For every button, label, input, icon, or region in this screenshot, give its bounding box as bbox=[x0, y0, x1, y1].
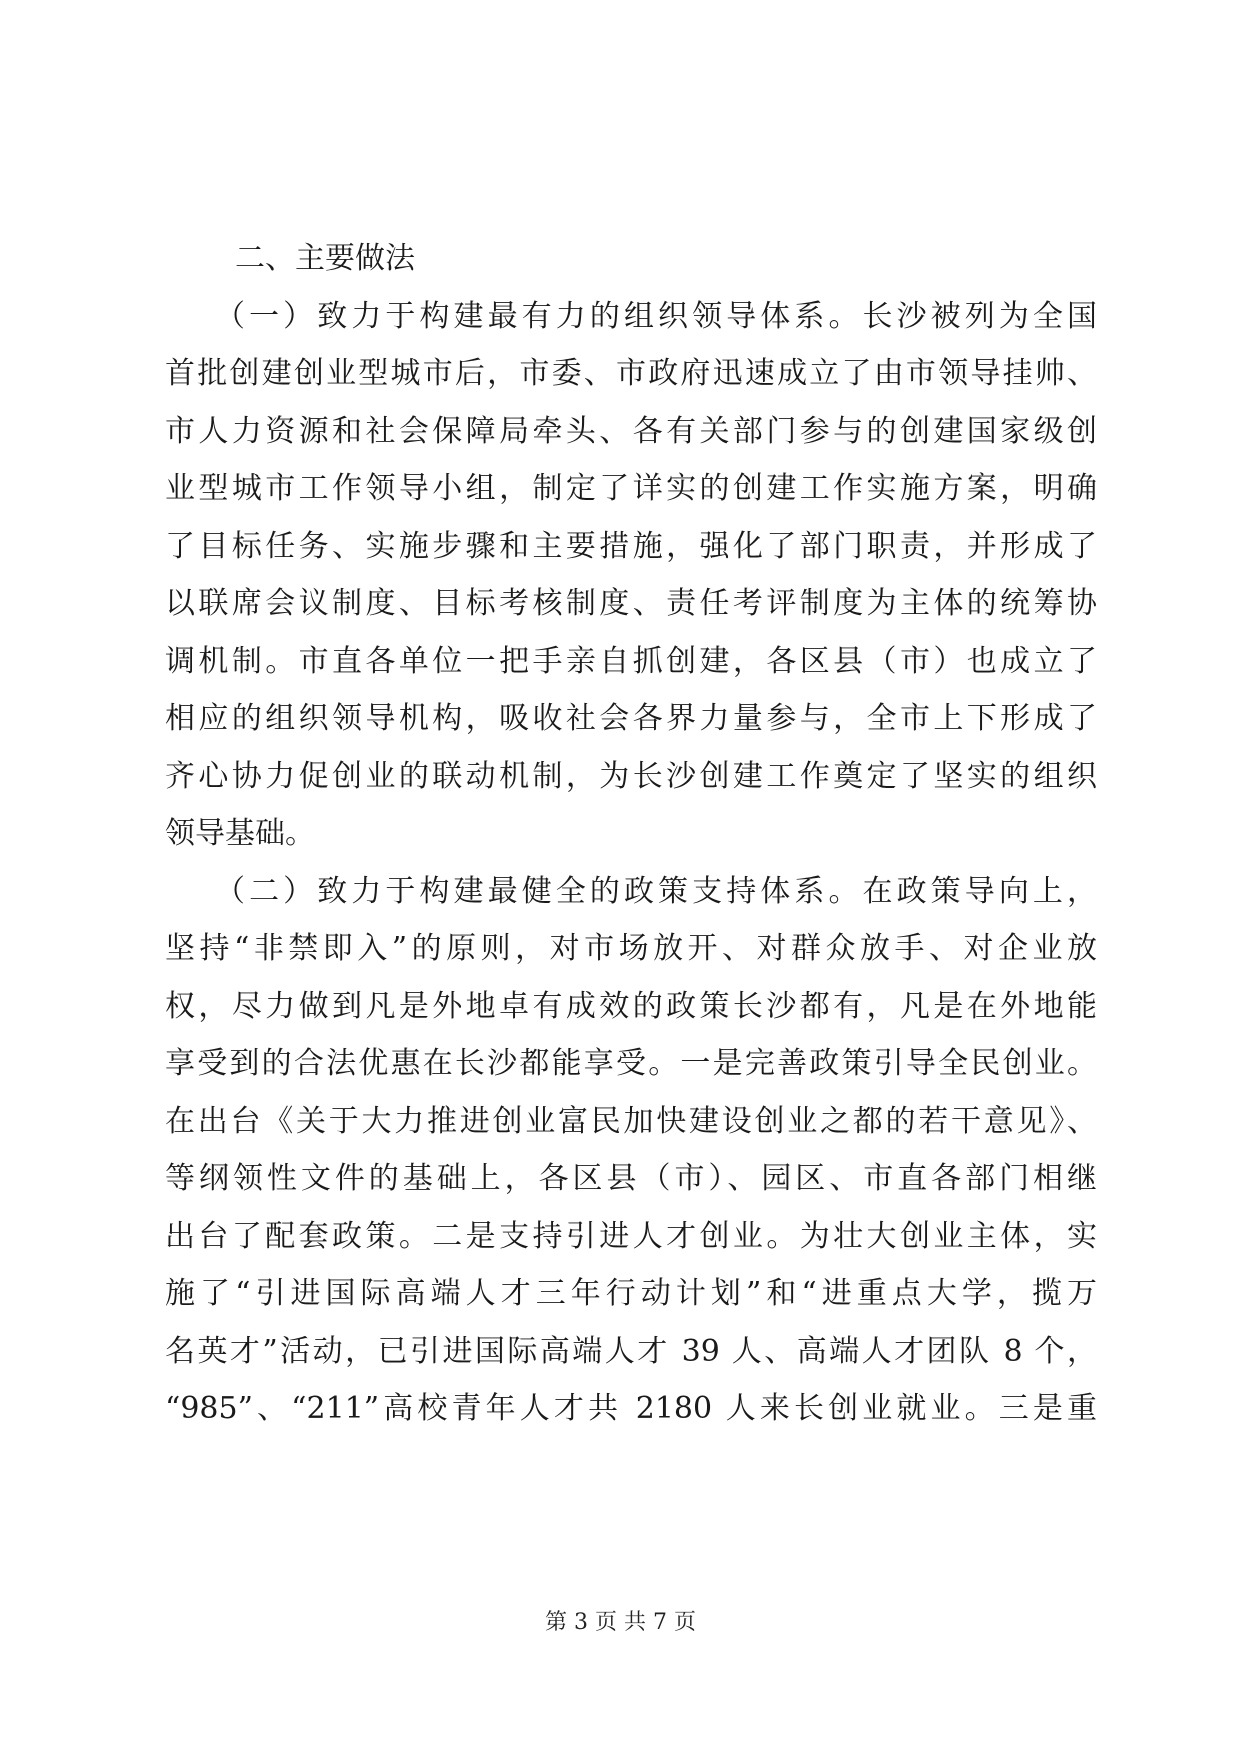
document-body bbox=[165, 230, 1097, 1438]
paragraph-line: （一）致力于构建最有力的组织领导体系。长沙被列为全国 bbox=[215, 298, 1097, 334]
paragraph-line: 业型城市工作领导小组，制定了详实的创建工作实施方案，明确 bbox=[165, 471, 1097, 506]
section-heading: 二、主要做法 bbox=[235, 241, 415, 276]
paragraph-line: 市人力资源和社会保障局牵头、各有关部门参与的创建国家级创 bbox=[165, 413, 1097, 449]
paragraph-line: 名英才”活动，已引进国际高端人才 39 人、高端人才团队 8 个， bbox=[165, 1333, 1097, 1369]
paragraph-line: 出台了配套政策。二是支持引进人才创业。为壮大创业主体，实 bbox=[165, 1218, 1097, 1254]
paragraph-1 bbox=[165, 288, 1097, 863]
paragraph-line: 以联席会议制度、目标考核制度、责任考评制度为主体的统筹协 bbox=[165, 586, 1097, 621]
paragraph-line: 领导基础。 bbox=[165, 816, 315, 851]
paragraph-line: （二）致力于构建最健全的政策支持体系。在政策导向上， bbox=[215, 873, 1097, 909]
paragraph-line: 坚持“非禁即入”的原则，对市场放开、对群众放手、对企业放 bbox=[165, 931, 1097, 966]
page-footer: 第 3 页 共 7 页 bbox=[545, 1610, 696, 1635]
paragraph-line: “985”、“211”高校青年人才共 2180 人来长创业就业。三是重 bbox=[165, 1391, 1097, 1426]
paragraph-line: 权，尽力做到凡是外地卓有成效的政策长沙都有，凡是在外地能 bbox=[165, 988, 1097, 1024]
paragraph-line: 调机制。市直各单位一把手亲自抓创建，各区县（市）也成立了 bbox=[165, 643, 1097, 679]
paragraph-line: 了目标任务、实施步骤和主要措施，强化了部门职责，并形成了 bbox=[165, 528, 1097, 564]
paragraph-line: 享受到的合法优惠在长沙都能享受。一是完善政策引导全民创业。 bbox=[165, 1046, 1097, 1081]
paragraph-line: 在出台《关于大力推进创业富民加快建设创业之都的若干意见》、 bbox=[165, 1103, 1097, 1139]
paragraph-line: 相应的组织领导机构，吸收社会各界力量参与，全市上下形成了 bbox=[165, 701, 1097, 736]
paragraph-line: 等纲领性文件的基础上，各区县（市）、园区、市直各部门相继 bbox=[165, 1161, 1097, 1196]
paragraph-2 bbox=[165, 863, 1097, 1438]
paragraph-line: 齐心协力促创业的联动机制，为长沙创建工作奠定了坚实的组织 bbox=[165, 758, 1097, 794]
paragraph-line: 首批创建创业型城市后，市委、市政府迅速成立了由市领导挂帅、 bbox=[165, 356, 1097, 391]
paragraph-line: 施了“引进国际高端人才三年行动计划”和“进重点大学，揽万 bbox=[165, 1276, 1097, 1311]
